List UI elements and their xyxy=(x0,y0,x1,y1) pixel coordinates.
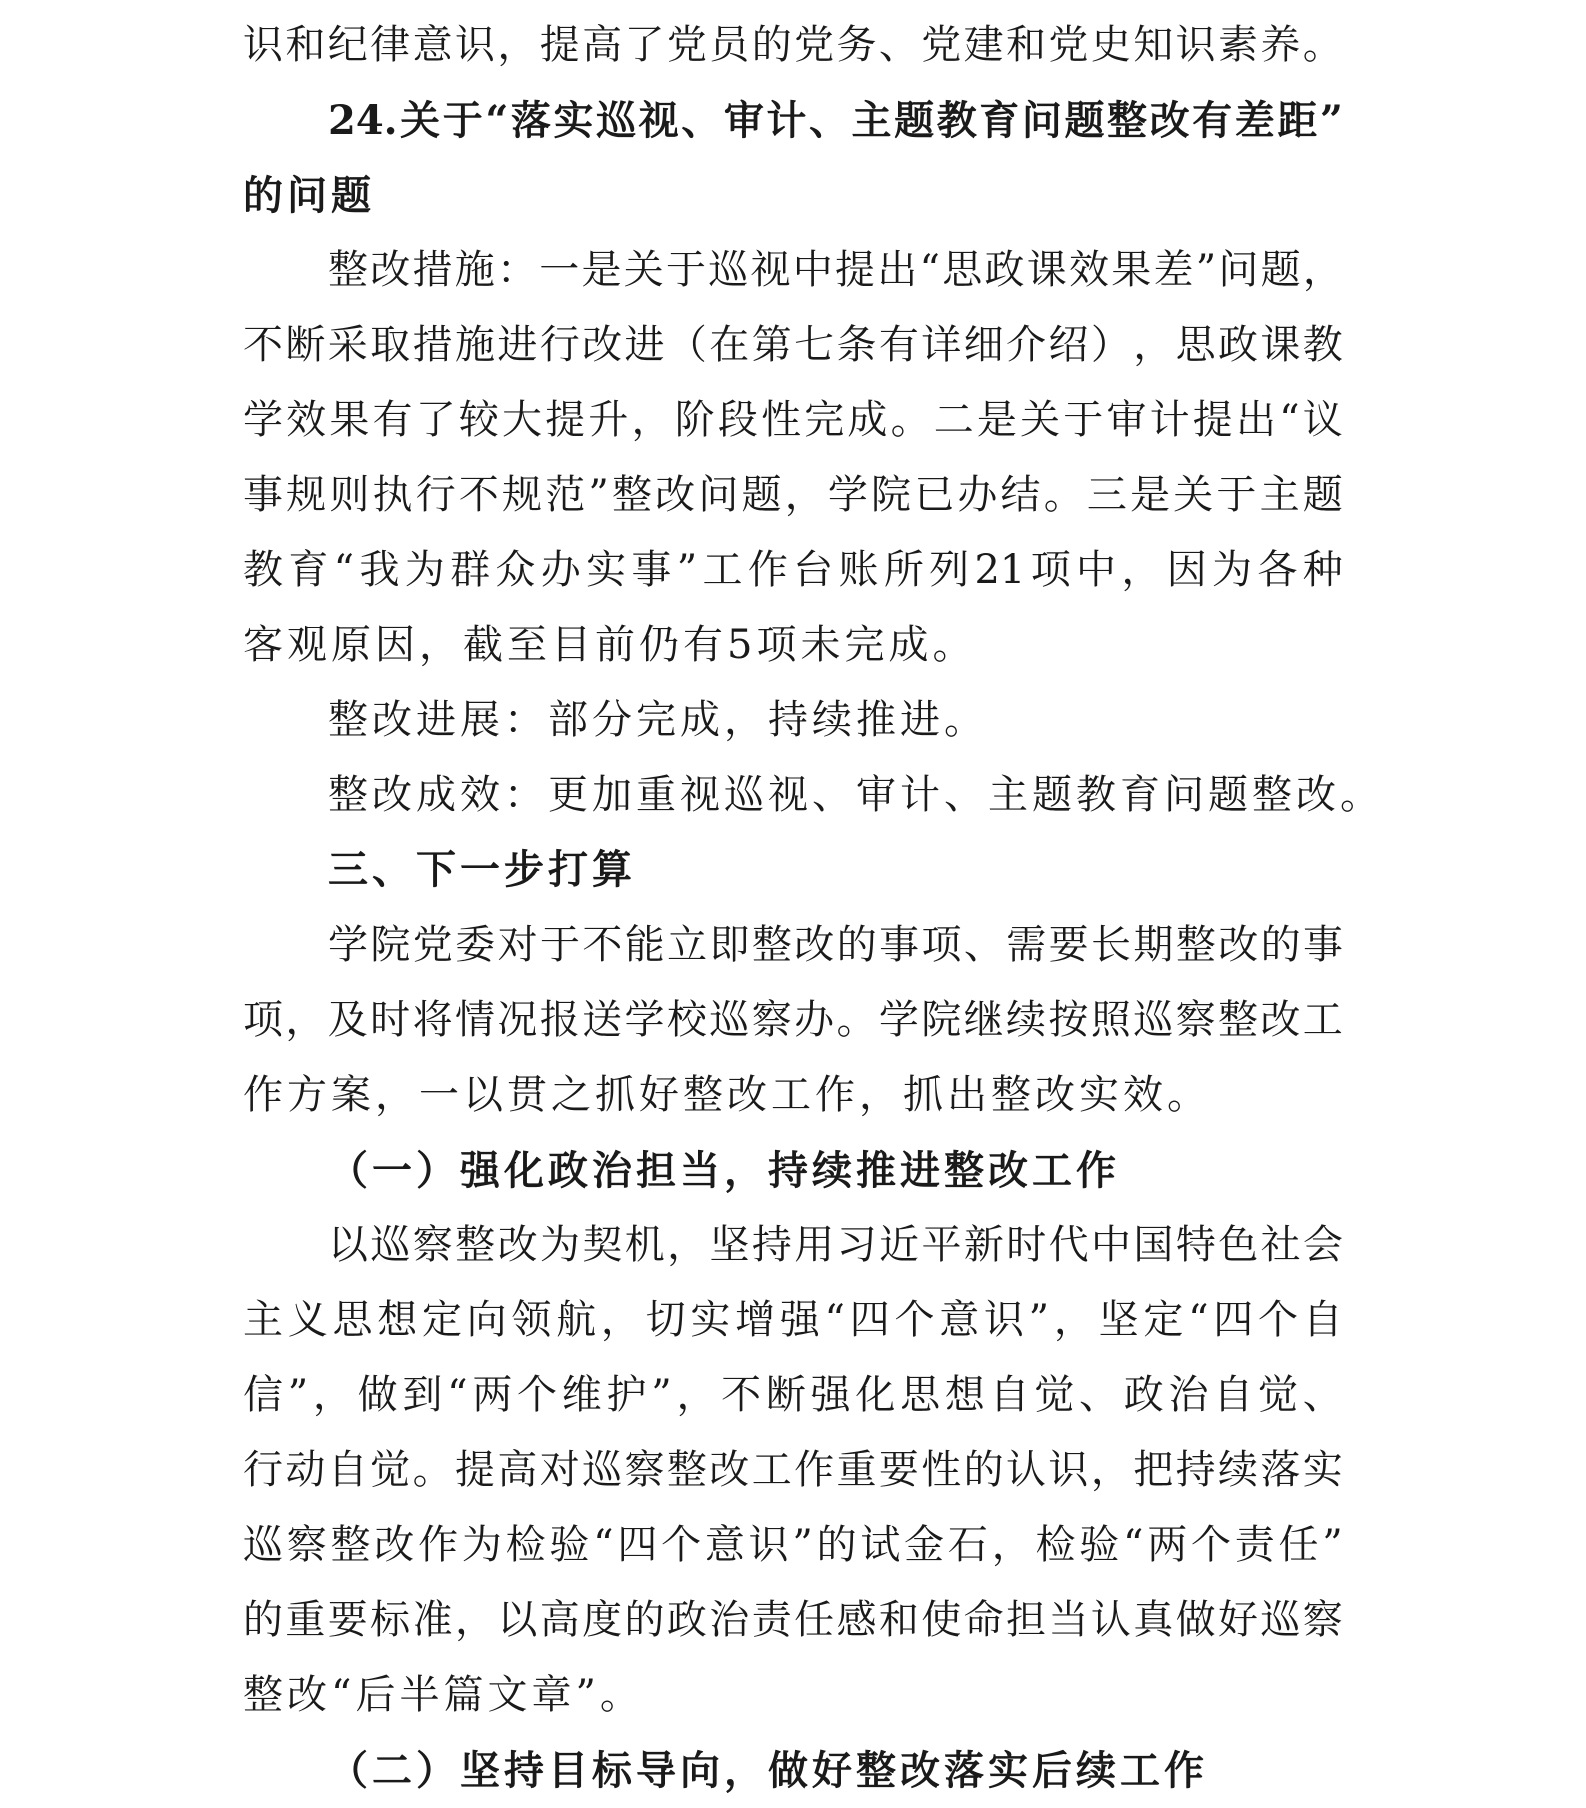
text-line: 整 改 措 施 ： 一 是 关 于 巡 视 中 提 出 “ 思 政 课 效 果 差 ” 问 题 ， xyxy=(328,247,1343,293)
text-line: 学 效 果 有 了 较 大 提 升 ， 阶 段 性 完 成 。 二 是 关 于 审 计 提 出 “ 议 xyxy=(243,397,1343,443)
text-line: 不 断 采 取 措 施 进 行 改 进 （ 在 第 七 条 有 详 细 介 绍 ） ， 思 政 课 教 xyxy=(243,322,1343,368)
text-line: 的 重 要 标 准 ， 以 高 度 的 政 治 责 任 感 和 使 命 担 当 认 真 做 好 巡 察 xyxy=(243,1597,1343,1643)
text-line: 项 ， 及 时 将 情 况 报 送 学 校 巡 察 办 。 学 院 继 续 按 照 巡 察 整 改 工 xyxy=(243,997,1343,1043)
text-line: 事 规 则 执 行 不 规 范 ” 整 改 问 题 ， 学 院 已 办 结 。 三 是 关 于 主 题 xyxy=(243,472,1343,518)
text-line: 巡 察 整 改 作 为 检 验 “ 四 个 意 识 ” 的 试 金 石 ， 检 验 “ 两 个 责 任 ” xyxy=(243,1522,1343,1568)
text-line: 学 院 党 委 对 于 不 能 立 即 整 改 的 事 项 、 需 要 长 期 整 改 的 事 xyxy=(328,922,1343,968)
text-line: （二）坚持目标导向，做好整改落实后续工作 xyxy=(328,1747,1208,1794)
text-line: 行 动 自 觉 。 提 高 对 巡 察 整 改 工 作 重 要 性 的 认 识 ， 把 持 续 落 实 xyxy=(243,1447,1343,1493)
text-line: 24. 关 于 “ 落 实 巡 视 、 审 计 、 主 题 教 育 问 题 整 改 有 差 距 ” xyxy=(328,97,1343,144)
text-line: 信 ” ， 做 到 “ 两 个 维 护 ” ， 不 断 强 化 思 想 自 觉 、 政 治 自 觉 、 xyxy=(243,1372,1343,1418)
text-line: 的问题 xyxy=(243,172,375,219)
text-line: 整改“后半篇文章”。 xyxy=(243,1672,644,1718)
text-line: 教 育 “ 我 为 群 众 办 实 事 ” 工 作 台 账 所 列 21 项 中 ， 因 为 各 种 xyxy=(243,547,1343,593)
text-line: （一）强化政治担当，持续推进整改工作 xyxy=(328,1147,1120,1194)
text-line: 客观原因，截至目前仍有5项未完成。 xyxy=(243,622,977,668)
text-line: 作方案，一以贯之抓好整改工作，抓出整改实效。 xyxy=(243,1072,1211,1118)
document-page xyxy=(243,8,1384,1808)
text-line: 整改成效：更加重视巡视、审计、主题教育问题整改。 xyxy=(328,772,1384,818)
text-line: 整改进展：部分完成，持续推进。 xyxy=(328,697,988,743)
text-line: 三、下一步打算 xyxy=(328,847,636,893)
text-line: 以 巡 察 整 改 为 契 机 ， 坚 持 用 习 近 平 新 时 代 中 国 特 色 社 会 xyxy=(328,1222,1343,1268)
text-line: 识 和 纪 律 意 识 ， 提 高 了 党 员 的 党 务 、 党 建 和 党 史 知 识 素 养 。 xyxy=(243,22,1343,68)
text-line: 主 义 思 想 定 向 领 航 ， 切 实 增 强 “ 四 个 意 识 ” ， 坚 定 “ 四 个 自 xyxy=(243,1297,1343,1343)
